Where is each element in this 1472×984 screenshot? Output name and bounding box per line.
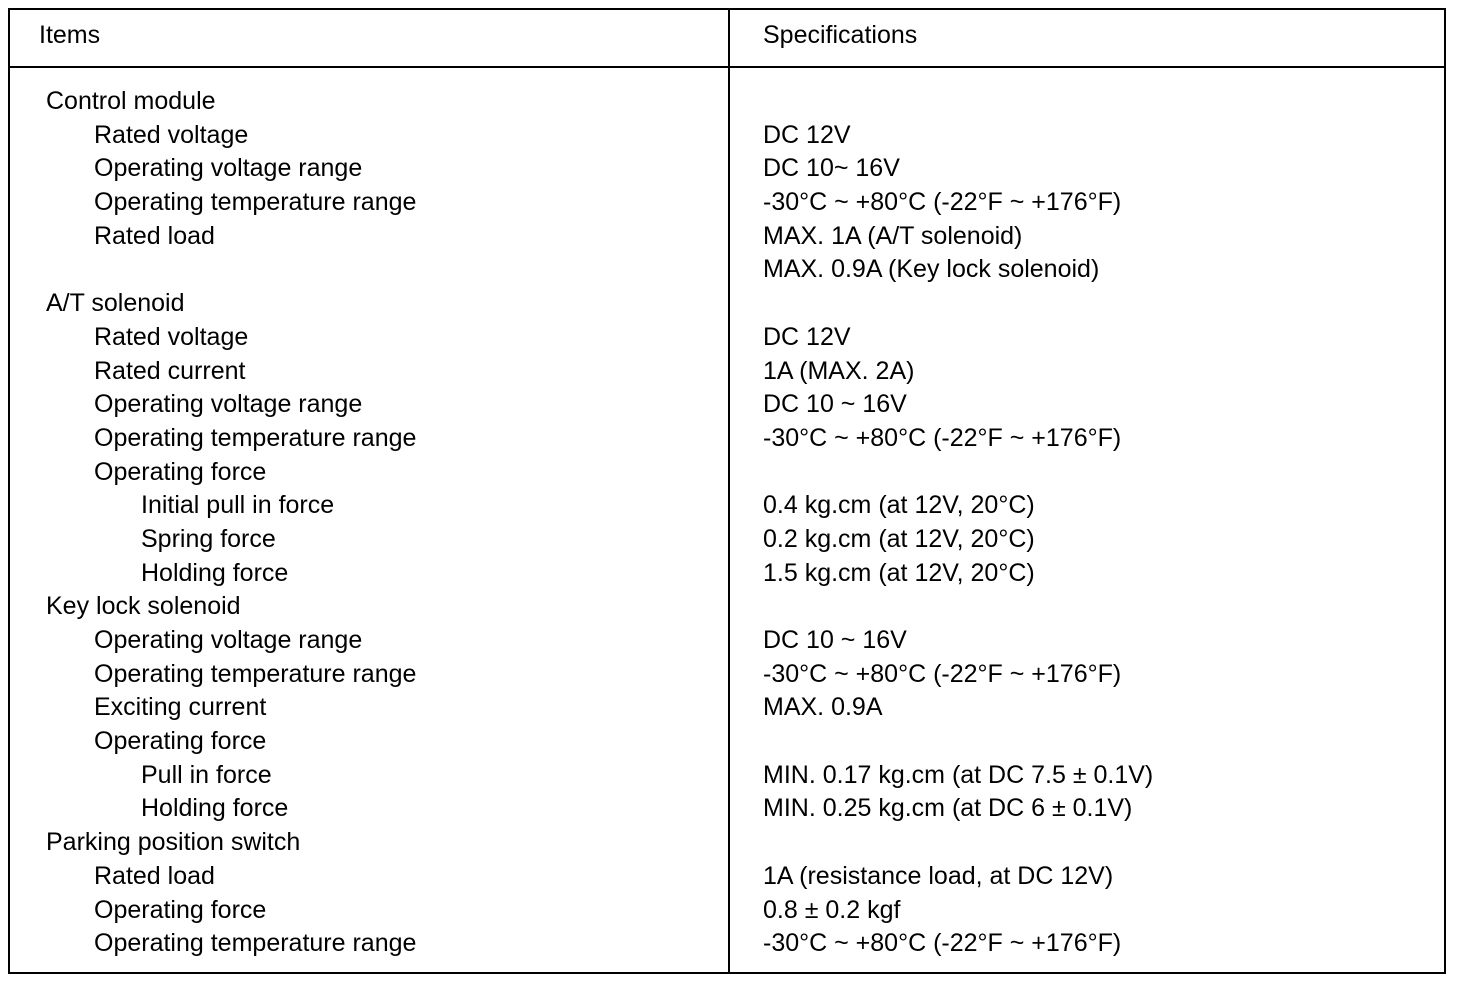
table-row [10,456,1444,490]
item-label: Operating temperature range [94,423,417,452]
item-label: A/T solenoid [46,289,185,318]
table-row [10,220,1444,254]
item-label: Rated current [94,356,246,385]
spec-value: DC 12V [763,120,851,149]
item-label: Operating temperature range [94,659,417,688]
table-row [10,860,1444,894]
spec-value: DC 12V [763,322,851,351]
table-row [10,422,1444,456]
spec-value: MAX. 0.9A [763,693,883,722]
spec-value: MIN. 0.25 kg.cm (at DC 6 ± 0.1V) [763,794,1133,823]
item-label: Initial pull in force [141,491,335,520]
header-specifications: Specifications [763,21,918,49]
table-body [10,85,1444,961]
item-label: Key lock solenoid [46,592,241,621]
spec-value: -30°C ~ +80°C (-22°F ~ +176°F) [763,659,1122,688]
item-label: Parking position switch [46,828,301,857]
item-label: Operating temperature range [94,929,417,958]
table-row [10,557,1444,591]
spec-value: -30°C ~ +80°C (-22°F ~ +176°F) [763,929,1122,958]
item-label: Operating voltage range [94,154,363,183]
table-row [10,927,1444,961]
item-label: Rated voltage [94,120,249,149]
table-row [10,119,1444,153]
spec-value: 1.5 kg.cm (at 12V, 20°C) [763,558,1035,587]
spec-value: DC 10 ~ 16V [763,626,907,654]
item-label: Operating force [94,727,267,756]
table-header-row [10,10,1444,68]
spec-value: 1A (MAX. 2A) [763,356,915,385]
table-row [10,658,1444,692]
spec-value: DC 10~ 16V [763,154,900,183]
table-row [10,152,1444,186]
item-label: Spring force [141,524,276,553]
table-row [10,355,1444,389]
item-label: Holding force [141,558,289,587]
item-label: Operating force [94,457,267,486]
spec-table [8,8,1446,974]
table-row [10,489,1444,523]
spec-value: DC 10 ~ 16V [763,390,907,419]
table-row [10,85,1444,119]
spec-value: 0.8 ± 0.2 kgf [763,895,901,924]
table-row [10,321,1444,355]
table-row [10,894,1444,928]
item-label: Exciting current [94,693,267,722]
table-row [10,792,1444,826]
table-row [10,186,1444,220]
item-label: Holding force [141,794,289,823]
item-label: Rated load [94,861,215,890]
item-label: Rated voltage [94,322,249,351]
spec-value: MIN. 0.17 kg.cm (at DC 7.5 ± 0.1V) [763,760,1154,789]
item-label: Operating temperature range [94,188,417,217]
item-label: Rated load [94,221,215,250]
table-row [10,759,1444,793]
spec-value: MAX. 0.9A (Key lock solenoid) [763,255,1100,284]
item-label: Pull in force [141,760,272,789]
spec-value: 0.2 kg.cm (at 12V, 20°C) [763,524,1035,553]
table-row [10,691,1444,725]
spec-value: MAX. 1A (A/T solenoid) [763,221,1023,250]
table-row [10,590,1444,624]
table-row [10,624,1444,658]
table-row [10,253,1444,287]
item-label: Control module [46,87,216,115]
table-row [10,725,1444,759]
spec-value: 1A (resistance load, at DC 12V) [763,861,1114,890]
table-row [10,826,1444,860]
table-row [10,388,1444,422]
table-row [10,287,1444,321]
item-label: Operating force [94,895,267,924]
item-label: Operating voltage range [94,390,363,419]
item-label: Operating voltage range [94,626,363,654]
spec-value: 0.4 kg.cm (at 12V, 20°C) [763,491,1035,520]
header-items: Items [39,21,101,49]
spec-value: -30°C ~ +80°C (-22°F ~ +176°F) [763,188,1122,217]
table-row [10,523,1444,557]
spec-value: -30°C ~ +80°C (-22°F ~ +176°F) [763,423,1122,452]
